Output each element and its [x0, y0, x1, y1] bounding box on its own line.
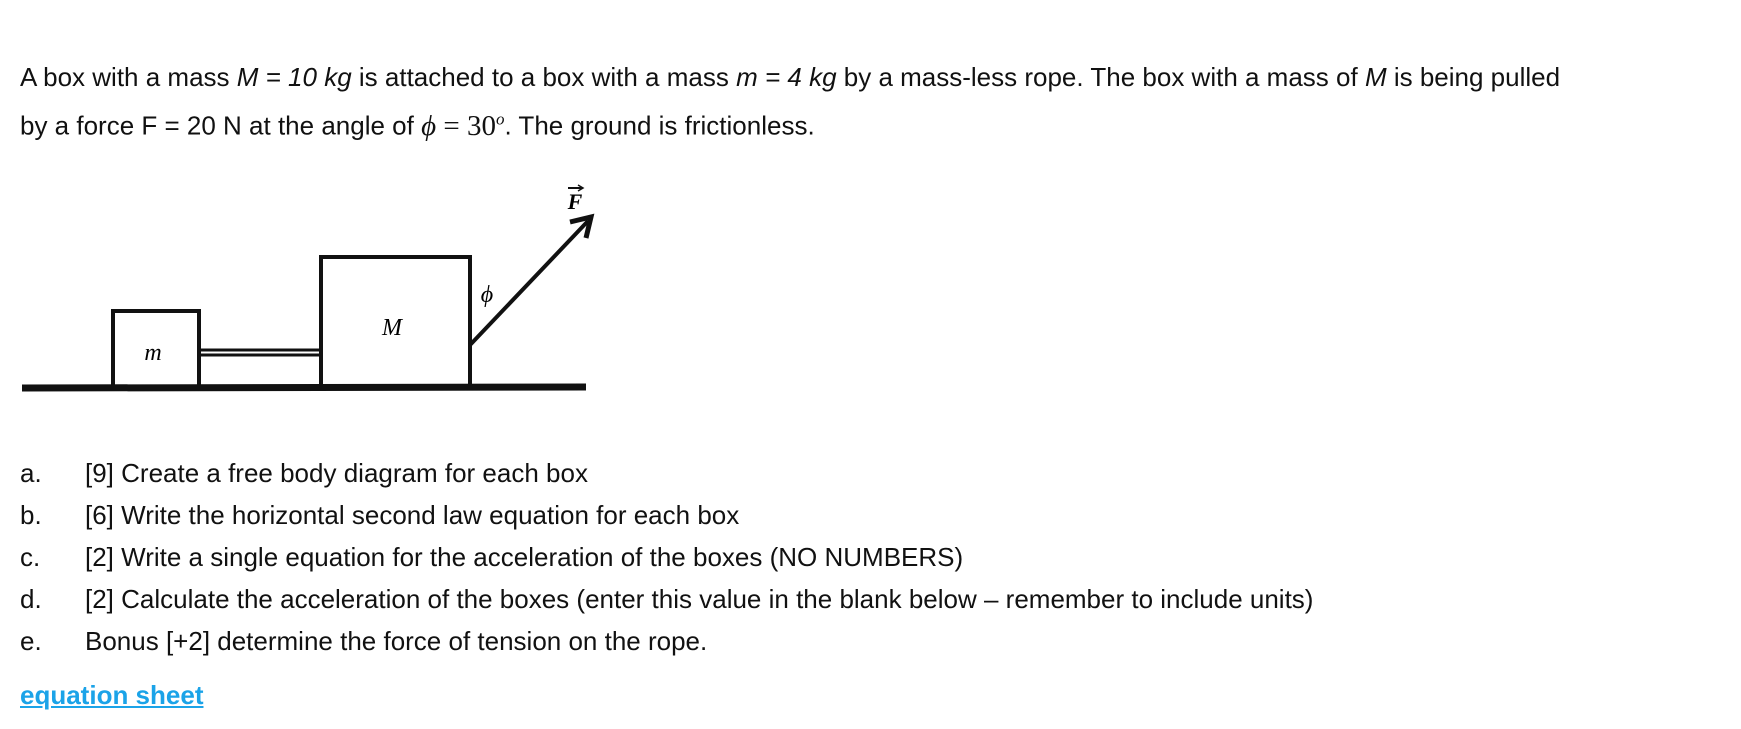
- large-box-label: M: [382, 315, 402, 341]
- degree-mark: o: [495, 109, 505, 128]
- mass-M-expression: M = 10 kg: [236, 62, 352, 92]
- problem-line-1: [20, 56, 1720, 98]
- problem-statement: [20, 56, 1720, 147]
- connector-text: is attached to a box with a mass: [351, 62, 737, 92]
- frictionless-text: . The ground is frictionless.: [504, 110, 815, 141]
- angle-label: ϕ: [480, 282, 494, 308]
- part-b: [20, 494, 1313, 536]
- part-letter: b.: [20, 500, 42, 530]
- phi-symbol: ϕ: [421, 109, 437, 142]
- part-a: [20, 452, 1313, 494]
- part-c: [20, 536, 1313, 578]
- part-letter: c.: [20, 542, 41, 572]
- mass-m-expression: m = 4 kg: [736, 62, 837, 92]
- part-letter: d.: [20, 584, 42, 614]
- question-parts: [20, 452, 1313, 662]
- equation-sheet-link[interactable]: equation sheet: [20, 680, 204, 710]
- angle-expression: [421, 110, 504, 142]
- ground-line: [22, 387, 586, 388]
- part-text: [6] Write the horizontal second law equation for each box: [85, 500, 740, 530]
- pulled-text: is being pulled: [1386, 62, 1561, 92]
- mass-M-symbol: M: [1364, 62, 1387, 92]
- part-letter: a.: [20, 458, 42, 488]
- part-text: [2] Calculate the acceleration of the boxes (enter this value in the blank below – remember to include units): [85, 584, 1314, 614]
- force-label: F: [567, 189, 583, 214]
- part-text: Bonus [+2] determine the force of tension on the rope.: [85, 626, 708, 656]
- phi-value: = 30: [436, 109, 496, 142]
- force-text: by a force F = 20 N at the angle of: [20, 110, 422, 141]
- intro-text: A box with a mass: [20, 62, 237, 92]
- rope-text: by a mass-less rope. The box with a mass of: [836, 62, 1365, 92]
- problem-line-2: [20, 98, 1720, 147]
- box-diagram: [20, 180, 600, 410]
- part-d: [20, 578, 1313, 620]
- part-e: [20, 620, 1313, 662]
- part-text: [9] Create a free body diagram for each box: [85, 458, 588, 488]
- part-text: [2] Write a single equation for the acceleration of the boxes (NO NUMBERS): [85, 542, 964, 572]
- part-letter: e.: [20, 626, 42, 656]
- small-box-label: m: [144, 340, 162, 366]
